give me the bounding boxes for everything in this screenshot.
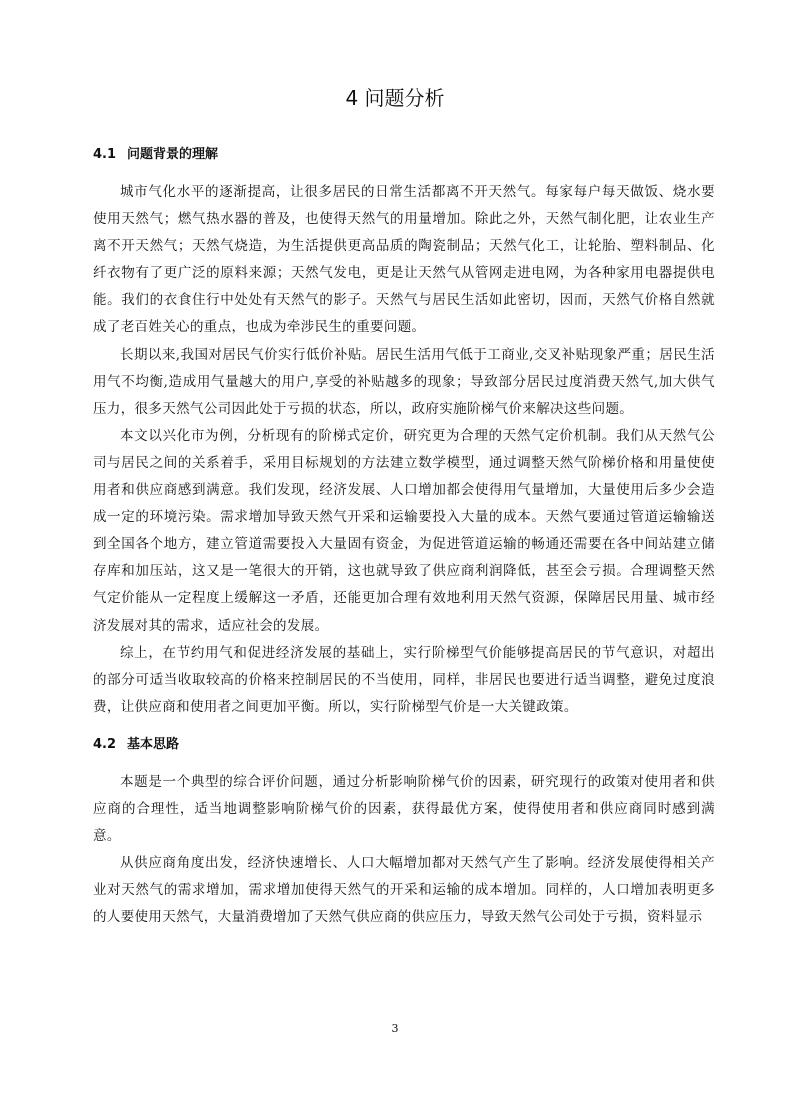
section-title: 问题背景的理解 [127,147,219,162]
paragraph: 从供应商角度出发，经济快速增长、人口大幅增加都对天然气产生了影响。经济发展使得相关产业对天然气的需求增加，需求增加使得天然气的开采和运输的成本增加。同样的，人口增加表明更多的人要使用天然气，大量消费增加了天然气供应商的供应压力，导致天然气公司处于亏损，资料显示 [93,855,715,926]
page-number: 3 [391,1022,399,1035]
paragraph: 综上，在节约用气和促进经济发展的基础上，实行阶梯型气价能够提高居民的节气意识，对超出的部分可适当收取较高的价格来控制居民的不当使用，同样，非居民也要进行适当调整，避免过度浪费，让供应商和使用者之间更加平衡。所以，实行阶梯型气价是一大关键政策。 [93,644,715,715]
section-title: 基本思路 [127,736,180,752]
section-number: 4.1 [93,147,117,162]
section-heading-4-1 [93,145,715,165]
section-heading-4-2 [93,735,715,755]
chapter-title: 4 问题分析 [345,86,445,110]
paragraph: 本文以兴化市为例，分析现有的阶梯式定价，研究更为合理的天然气定价机制。我们从天然气公司与居民之间的关系着手，采用目标规划的方法建立数学模型，通过调整天然气阶梯价格和用量使使用者和供应商感到满意。我们发现，经济发展、人口增加都会使得用气量增加，大量使用后多少会造成一定的环境污染。需求增加导致天然气开采和运输要投入大量的成本。天然气要通过管道运输输送到全国各个地方，建立管道需要投入大量固有资金，为促进管道运输的畅通还需要在各中间站建立储存库和加压站，这又是一笔很大的开销，这也就导致了供应商利润降低，甚至会亏损。合理调整天然气定价能从一定程度上缓解这一矛盾，还能更加合理有效地利用天然气资源，保障居民用量、城市经济发展对其的需求，适应社会的发展。 [93,427,715,634]
paragraph: 城市气化水平的逐渐提高，让很多居民的日常生活都离不开天然气。每家每户每天做饭、烧水要使用天然气；燃气热水器的普及，也使得天然气的用量增加。除此之外，天然气制化肥，让农业生产离不开天然气；天然气烧造，为生活提供更高品质的陶瓷制品；天然气化工，让轮胎、塑料制品、化纤衣物有了更广泛的原料来源；天然气发电，更是让天然气从管网走进电网，为各种家用电器提供电能。我们的衣食住行中处处有天然气的影子。天然气与居民生活如此密切，因而，天然气价格自然就成了老百姓关心的重点，也成为牵涉民生的重要问题。 [93,184,715,336]
paragraph: 长期以来,我国对居民气价实行低价补贴。居民生活用气低于工商业,交叉补贴现象严重；居民生活用气不均衡,造成用气量越大的用户,享受的补贴越多的现象；导致部分居民过度消费天然气,加大供气压力，很多天然气公司因此处于亏损的状态，所以，政府实施阶梯气价来解决这些问题。 [93,346,715,417]
page-content [93,145,715,931]
paragraph: 本题是一个典型的综合评价问题，通过分析影响阶梯气价的因素，研究现行的政策对使用者和供应商的合理性，适当地调整影响阶梯气价的因素，获得最优方案，使得使用者和供应商同时感到满意。 [93,773,715,845]
section-number: 4.2 [93,736,117,752]
